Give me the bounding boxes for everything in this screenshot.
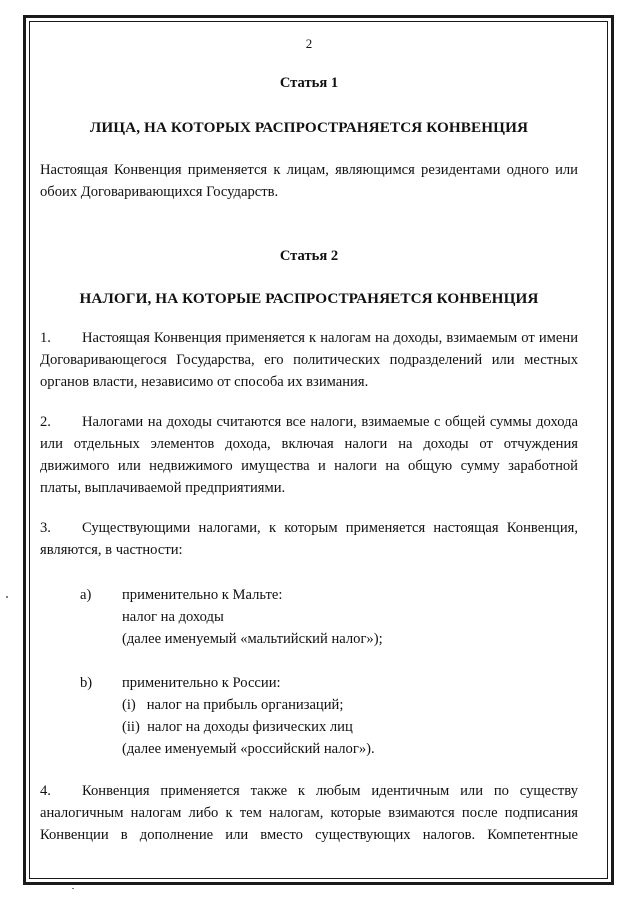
scan-speck — [72, 888, 74, 889]
paragraph-number: 2. — [40, 414, 51, 430]
paragraph-number: 1. — [40, 330, 51, 346]
list-item-b — [40, 672, 578, 760]
paragraph-number: 3. — [40, 520, 51, 536]
article-1-title: ЛИЦА, НА КОТОРЫХ РАСПРОСТРАНЯЕТСЯ КОНВЕНЦИЯ — [89, 119, 529, 136]
list-item-line: (i) налог на прибыль организаций; — [122, 697, 344, 713]
list-item-line: налог на доходы — [122, 609, 224, 625]
paragraph-text: Существующими налогами, к которым применяется настоящая Конвенция, являются, в частности: — [40, 520, 578, 558]
article-2-title: НАЛОГИ, НА КОТОРЫЕ РАСПРОСТРАНЯЕТСЯ КОНВЕНЦИЯ — [79, 290, 539, 307]
paragraph-number: 4. — [40, 783, 51, 799]
scan-speck — [6, 596, 8, 598]
article-2-paragraph-2 — [40, 411, 578, 499]
list-item-line: (далее именуемый «российский налог»). — [122, 741, 375, 757]
paragraph-text: Налогами на доходы считаются все налоги, взимаемые с общей суммы дохода или отдельных элементов дохода, включая налоги на доходы от отчуждения движимого или недвижимого имущества и налоги на общую сумму заработной платы, выплачиваемой предприятиями. — [40, 414, 578, 496]
paragraph-text: Настоящая Конвенция применяется к налогам на доходы, взимаемым от имени Договаривающегося Государства, его политических подразделений или местных органов власти, независимо от способа их взимания. — [40, 330, 578, 390]
list-item-line: применительно к Мальте: — [122, 587, 283, 603]
article-2-label: Статья 2 — [279, 248, 339, 264]
article-1-label: Статья 1 — [279, 75, 339, 91]
document-body — [40, 36, 578, 846]
page-number: 2 — [305, 36, 313, 51]
paragraph-text: Конвенция применяется также к любым идентичным или по существу аналогичным налогам либо к тем налогам, которые взимаются после подписания Конвенции в дополнение или вместо существующих налогов. Компетентные — [40, 783, 578, 843]
article-2-paragraph-1 — [40, 327, 578, 393]
list-item-line: применительно к России: — [122, 675, 281, 691]
article-2-paragraph-3 — [40, 517, 578, 561]
list-item-line: (ii) налог на доходы физических лиц — [122, 719, 353, 735]
list-item-line: (далее именуемый «мальтийский налог»); — [122, 631, 383, 647]
list-item-a — [40, 584, 578, 650]
list-item-letter: b) — [80, 675, 93, 691]
article-1-text: Настоящая Конвенция применяется к лицам, являющимся резидентами одного или обоих Договаривающихся Государств. — [40, 162, 578, 200]
article-2-paragraph-4 — [40, 780, 578, 846]
list-item-letter: a) — [80, 587, 92, 603]
